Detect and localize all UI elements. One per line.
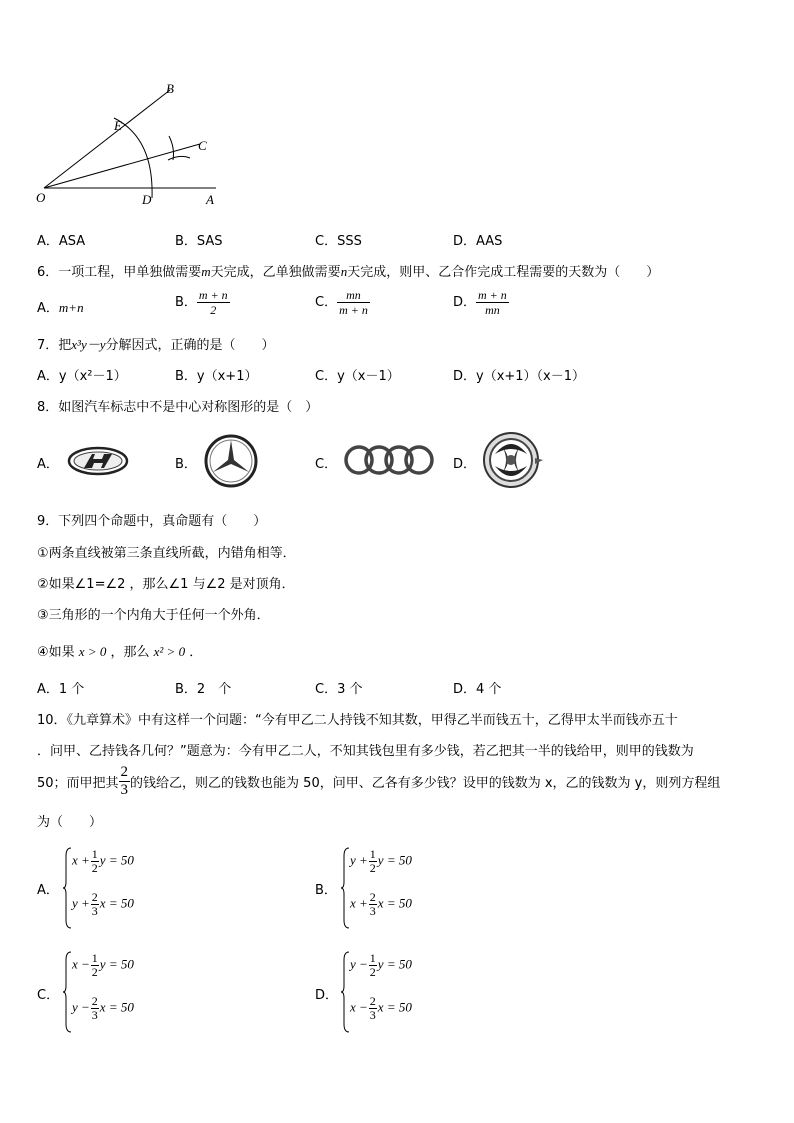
mercedes-logo-icon xyxy=(203,433,259,489)
angle-bisector-figure xyxy=(30,78,230,213)
brace-icon xyxy=(62,846,72,930)
point-o-label: O xyxy=(36,190,46,205)
q10-option-d[interactable]: D． xyxy=(315,988,339,1003)
q7-option-c[interactable]: C．y（x－1） xyxy=(315,369,400,384)
point-d-label: D xyxy=(142,192,152,207)
q10-stem-line-4: 为（ ） xyxy=(37,815,103,830)
q5-option-d[interactable]: D．AAS xyxy=(453,234,503,249)
dongfeng-logo-icon xyxy=(481,430,545,490)
q8-stem: 8．如图汽车标志中不是中心对称图形的是（ ） xyxy=(37,400,319,415)
q10-option-a[interactable]: A． xyxy=(37,883,59,898)
brace-icon xyxy=(340,950,350,1034)
q6-option-a[interactable]: A．m+n xyxy=(37,300,84,316)
q7-option-a[interactable]: A．y（x²－1） xyxy=(37,369,127,384)
q8-option-c[interactable]: C． xyxy=(315,457,338,472)
q6-option-d[interactable]: D． $\frac{m + n}{mn}$ xyxy=(453,288,507,317)
brace-icon xyxy=(62,950,72,1034)
q9-option-d[interactable]: D．4 个 xyxy=(453,682,502,697)
q8-option-d[interactable]: D． xyxy=(453,457,477,472)
q9-proposition-1: ①两条直线被第三条直线所截，内错角相等． xyxy=(37,546,296,561)
q5-option-b[interactable]: B．SAS xyxy=(175,234,223,249)
point-a-label: A xyxy=(206,192,214,207)
q7-option-b[interactable]: B．y（x+1） xyxy=(175,369,258,384)
q7-stem: 7．把x³y－y分解因式，正确的是（ ） xyxy=(37,337,275,353)
q10-system-b: y + $\frac{1}{2}$ y = 50 x + $\frac{2}{3}$ x = 50 xyxy=(340,846,450,930)
q9-option-a[interactable]: A．1 个 xyxy=(37,682,85,697)
q9-proposition-4: ④如果 x > 0 ，那么 x² > 0 ． xyxy=(37,644,203,660)
q9-stem: 9．下列四个命题中，真命题有（ ） xyxy=(37,514,267,529)
q8-option-b[interactable]: B． xyxy=(175,457,197,472)
q8-option-a[interactable]: A． xyxy=(37,457,59,472)
q6-option-b[interactable]: B． $\frac{m + n}{2}$ xyxy=(175,288,228,317)
q10-stem-line-2: ．问甲、乙持钱各几何？”题意为：今有甲乙二人，不知其钱包里有多少钱，若乙把其一半的钱给甲，则甲的钱数为 xyxy=(37,744,694,759)
q9-option-c[interactable]: C．3 个 xyxy=(315,682,363,697)
brace-icon xyxy=(340,846,350,930)
q6-stem: 6．一项工程，甲单独做需要m天完成，乙单独做需要n天完成，则甲、乙合作完成工程需要的天数为（ ） xyxy=(37,264,660,280)
point-e-label: E xyxy=(114,118,122,133)
q10-system-a: x + $\frac{1}{2}$ y = 50 y + $\frac{2}{3}$ x = 50 xyxy=(62,846,172,930)
q5-option-a[interactable]: A．ASA xyxy=(37,234,86,249)
point-b-label: B xyxy=(166,81,174,96)
q5-option-c[interactable]: C．SSS xyxy=(315,234,362,249)
q9-option-b[interactable]: B．2 个 xyxy=(175,682,232,697)
audi-logo-icon xyxy=(342,442,438,478)
q9-proposition-2: ②如果∠1=∠2 ，那么∠1 与∠2 是对顶角． xyxy=(37,577,295,592)
q6-option-c[interactable]: C． $\frac{mn}{m + n}$ xyxy=(315,288,368,317)
q7-option-d[interactable]: D．y（x+1）（x－1） xyxy=(453,369,586,384)
q10-system-c: x − $\frac{1}{2}$ y = 50 y − $\frac{2}{3}$ x = 50 xyxy=(62,950,172,1034)
q10-stem-line-3: 50；而甲把其 $\frac{2}{3}$ 的钱给乙，则乙的钱数也能为 50，问甲、乙各有多少钱？设甲的钱数为 x，乙的钱数为 y，则列方程组 xyxy=(37,764,721,798)
q10-stem-line-1: 10．《九章算术》中有这样一个问题：“今有甲乙二人持钱不知其数，甲得乙半而钱五十，乙得甲太半而钱亦五十 xyxy=(37,713,678,728)
q10-option-b[interactable]: B． xyxy=(315,883,337,898)
q10-system-d: y − $\frac{1}{2}$ y = 50 x − $\frac{2}{3}$ x = 50 xyxy=(340,950,450,1034)
point-c-label: C xyxy=(198,138,207,153)
hyundai-logo-icon xyxy=(66,444,130,478)
q9-proposition-3: ③三角形的一个内角大于任何一个外角． xyxy=(37,608,270,623)
q10-option-c[interactable]: C． xyxy=(37,988,60,1003)
